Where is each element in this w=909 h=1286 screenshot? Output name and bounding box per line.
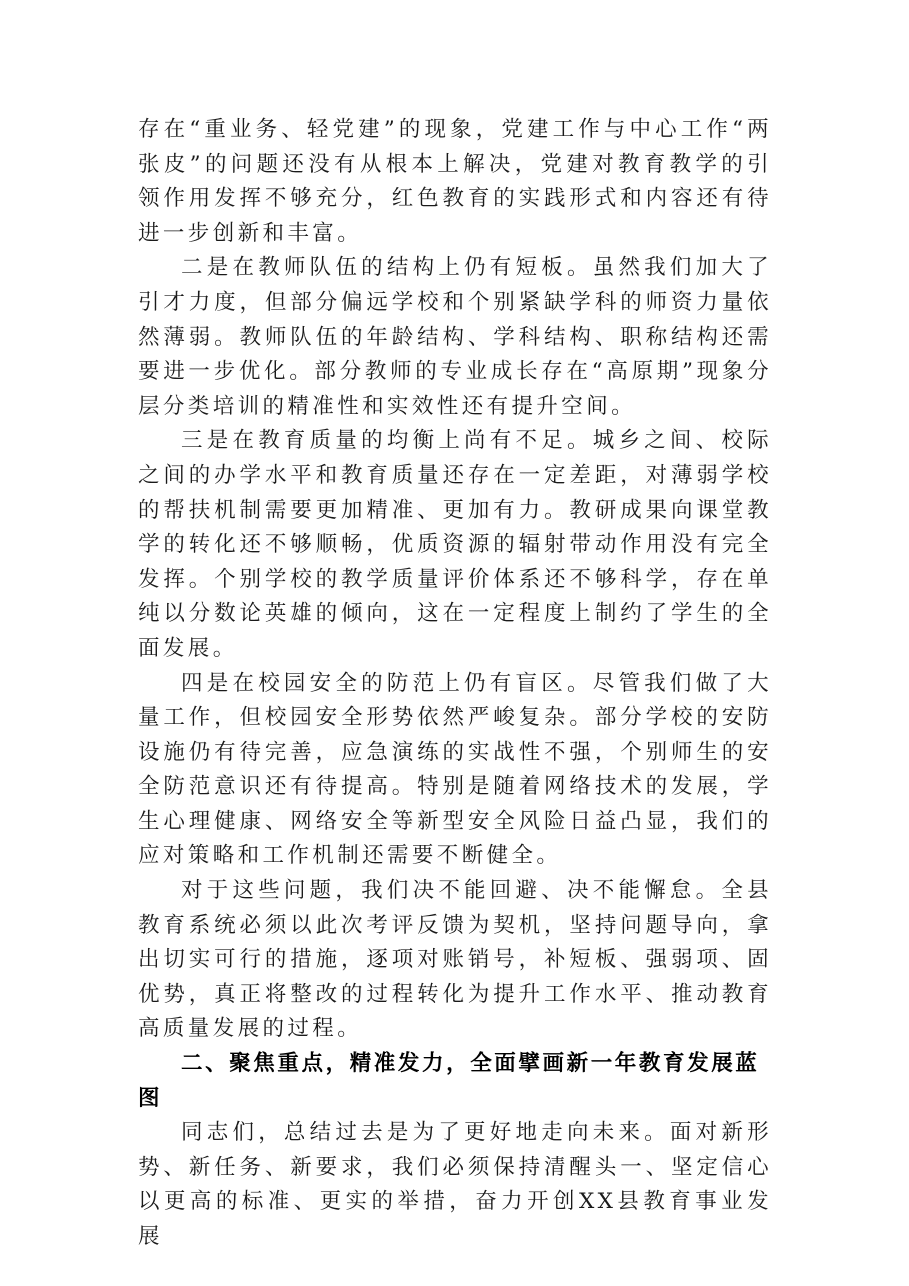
document-page: [138, 113, 772, 1255]
paragraph-problem-response: 对于这些问题，我们决不能回避、决不能懈怠。全县教育系统必须以此次考评反馈为契机，坚持问题导向，拿出切实可行的措施，逐项对账销号，补短板、强弱项、固优势，真正将整改的过程转化为提升工作水平、推动教育高质量发展的过程。: [138, 878, 772, 1042]
paragraph-campus-safety: 四是在校园安全的防范上仍有盲区。尽管我们做了大量工作，但校园安全形势依然严峻复杂。部分学校的安防设施仍有待完善，应急演练的实战性不强，个别师生的安全防范意识还有待提高。特别是随着网络技术的发展，学生心理健康、网络安全等新型安全风险日益凸显，我们的应对策略和工作机制还需要不断健全。: [138, 670, 772, 869]
paragraph-closing: 同志们，总结过去是为了更好地走向未来。面对新形势、新任务、新要求，我们必须保持清醒头一、坚定信心以更高的标准、更实的举措，奋力开创XX县教育事业发展: [138, 1120, 772, 1249]
paragraph-teacher-team: 二是在教师队伍的结构上仍有短板。虽然我们加大了引才力度，但部分偏远学校和个别紧缺学科的师资力量依然薄弱。教师队伍的年龄结构、学科结构、职称结构还需要进一步优化。部分教师的专业成长存在“高原期”现象分层分类培训的精准性和实效性还有提升空间。: [138, 255, 772, 419]
section-heading: 二、聚焦重点，精准发力，全面擘画新一年教育发展蓝图: [138, 1051, 760, 1111]
paragraph-education-quality: 三是在教育质量的均衡上尚有不足。城乡之间、校际之间的办学水平和教育质量还存在一定差距，对薄弱学校的帮扶机制需要更加精准、更加有力。教研成果向课堂教学的转化还不够顺畅，优质资源的辐射带动作用没有完全发挥。个别学校的教学质量评价体系还不够科学，存在单纯以分数论英雄的倾向，这在一定程度上制约了学生的全面发展。: [138, 428, 772, 661]
paragraph-continuation: 存在“重业务、轻党建”的现象，党建工作与中心工作“两张皮”的问题还没有从根本上解决，党建对教育教学的引领作用发挥不够充分，红色教育的实践形式和内容还有待进一步创新和丰富。: [138, 117, 772, 246]
